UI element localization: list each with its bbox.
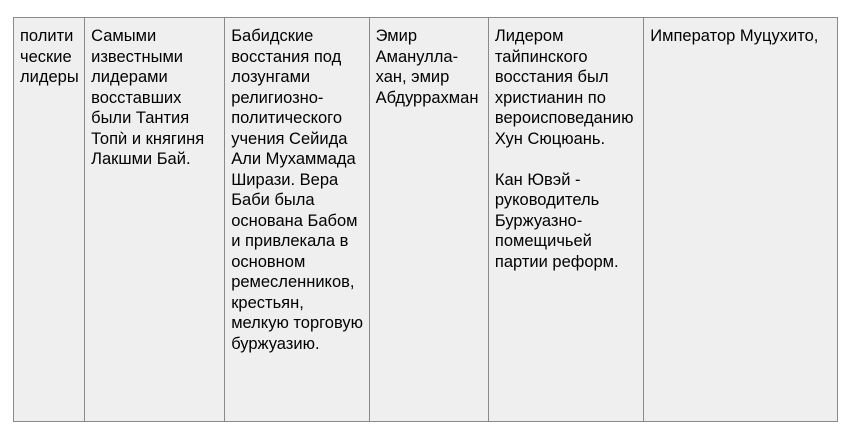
cell-text: Самыми известными лидерами восставших были Тантия Топѝ и княгиня Лакшми Бай. bbox=[91, 27, 205, 168]
cell-text: Император Муцухито, bbox=[650, 27, 819, 45]
table-cell-japan bbox=[644, 18, 838, 422]
cell-text: политические лидеры bbox=[20, 27, 79, 86]
leaders-table bbox=[13, 17, 838, 422]
table-cell-afghanistan bbox=[369, 18, 488, 422]
leaders-table-container bbox=[13, 17, 838, 422]
table-cell-iran bbox=[225, 18, 369, 422]
cell-text: Кан Ювэй - руководитель Буржуазно-помещичьей партии реформ. bbox=[494, 170, 619, 271]
cell-text: Эмир Аманулла-хан, эмир Абдуррахман bbox=[375, 27, 479, 107]
table-cell-india bbox=[85, 18, 225, 422]
table-row bbox=[14, 18, 838, 422]
table-cell-row-header bbox=[14, 18, 85, 422]
table-cell-china bbox=[488, 18, 643, 422]
paragraph-gap bbox=[495, 149, 638, 170]
cell-text: Бабидские восстания под лозунгами религиозно-политического учения Сейида Али Мухаммада Ширази. Вера Баби была основана Бабом и привлекала в основном ремесленников, крестьян, мелкую торговую буржуазию. bbox=[231, 27, 363, 353]
cell-text: Лидером тайпинского восстания был христианин по вероисповеданию Хун Сюцюань. bbox=[494, 27, 634, 148]
